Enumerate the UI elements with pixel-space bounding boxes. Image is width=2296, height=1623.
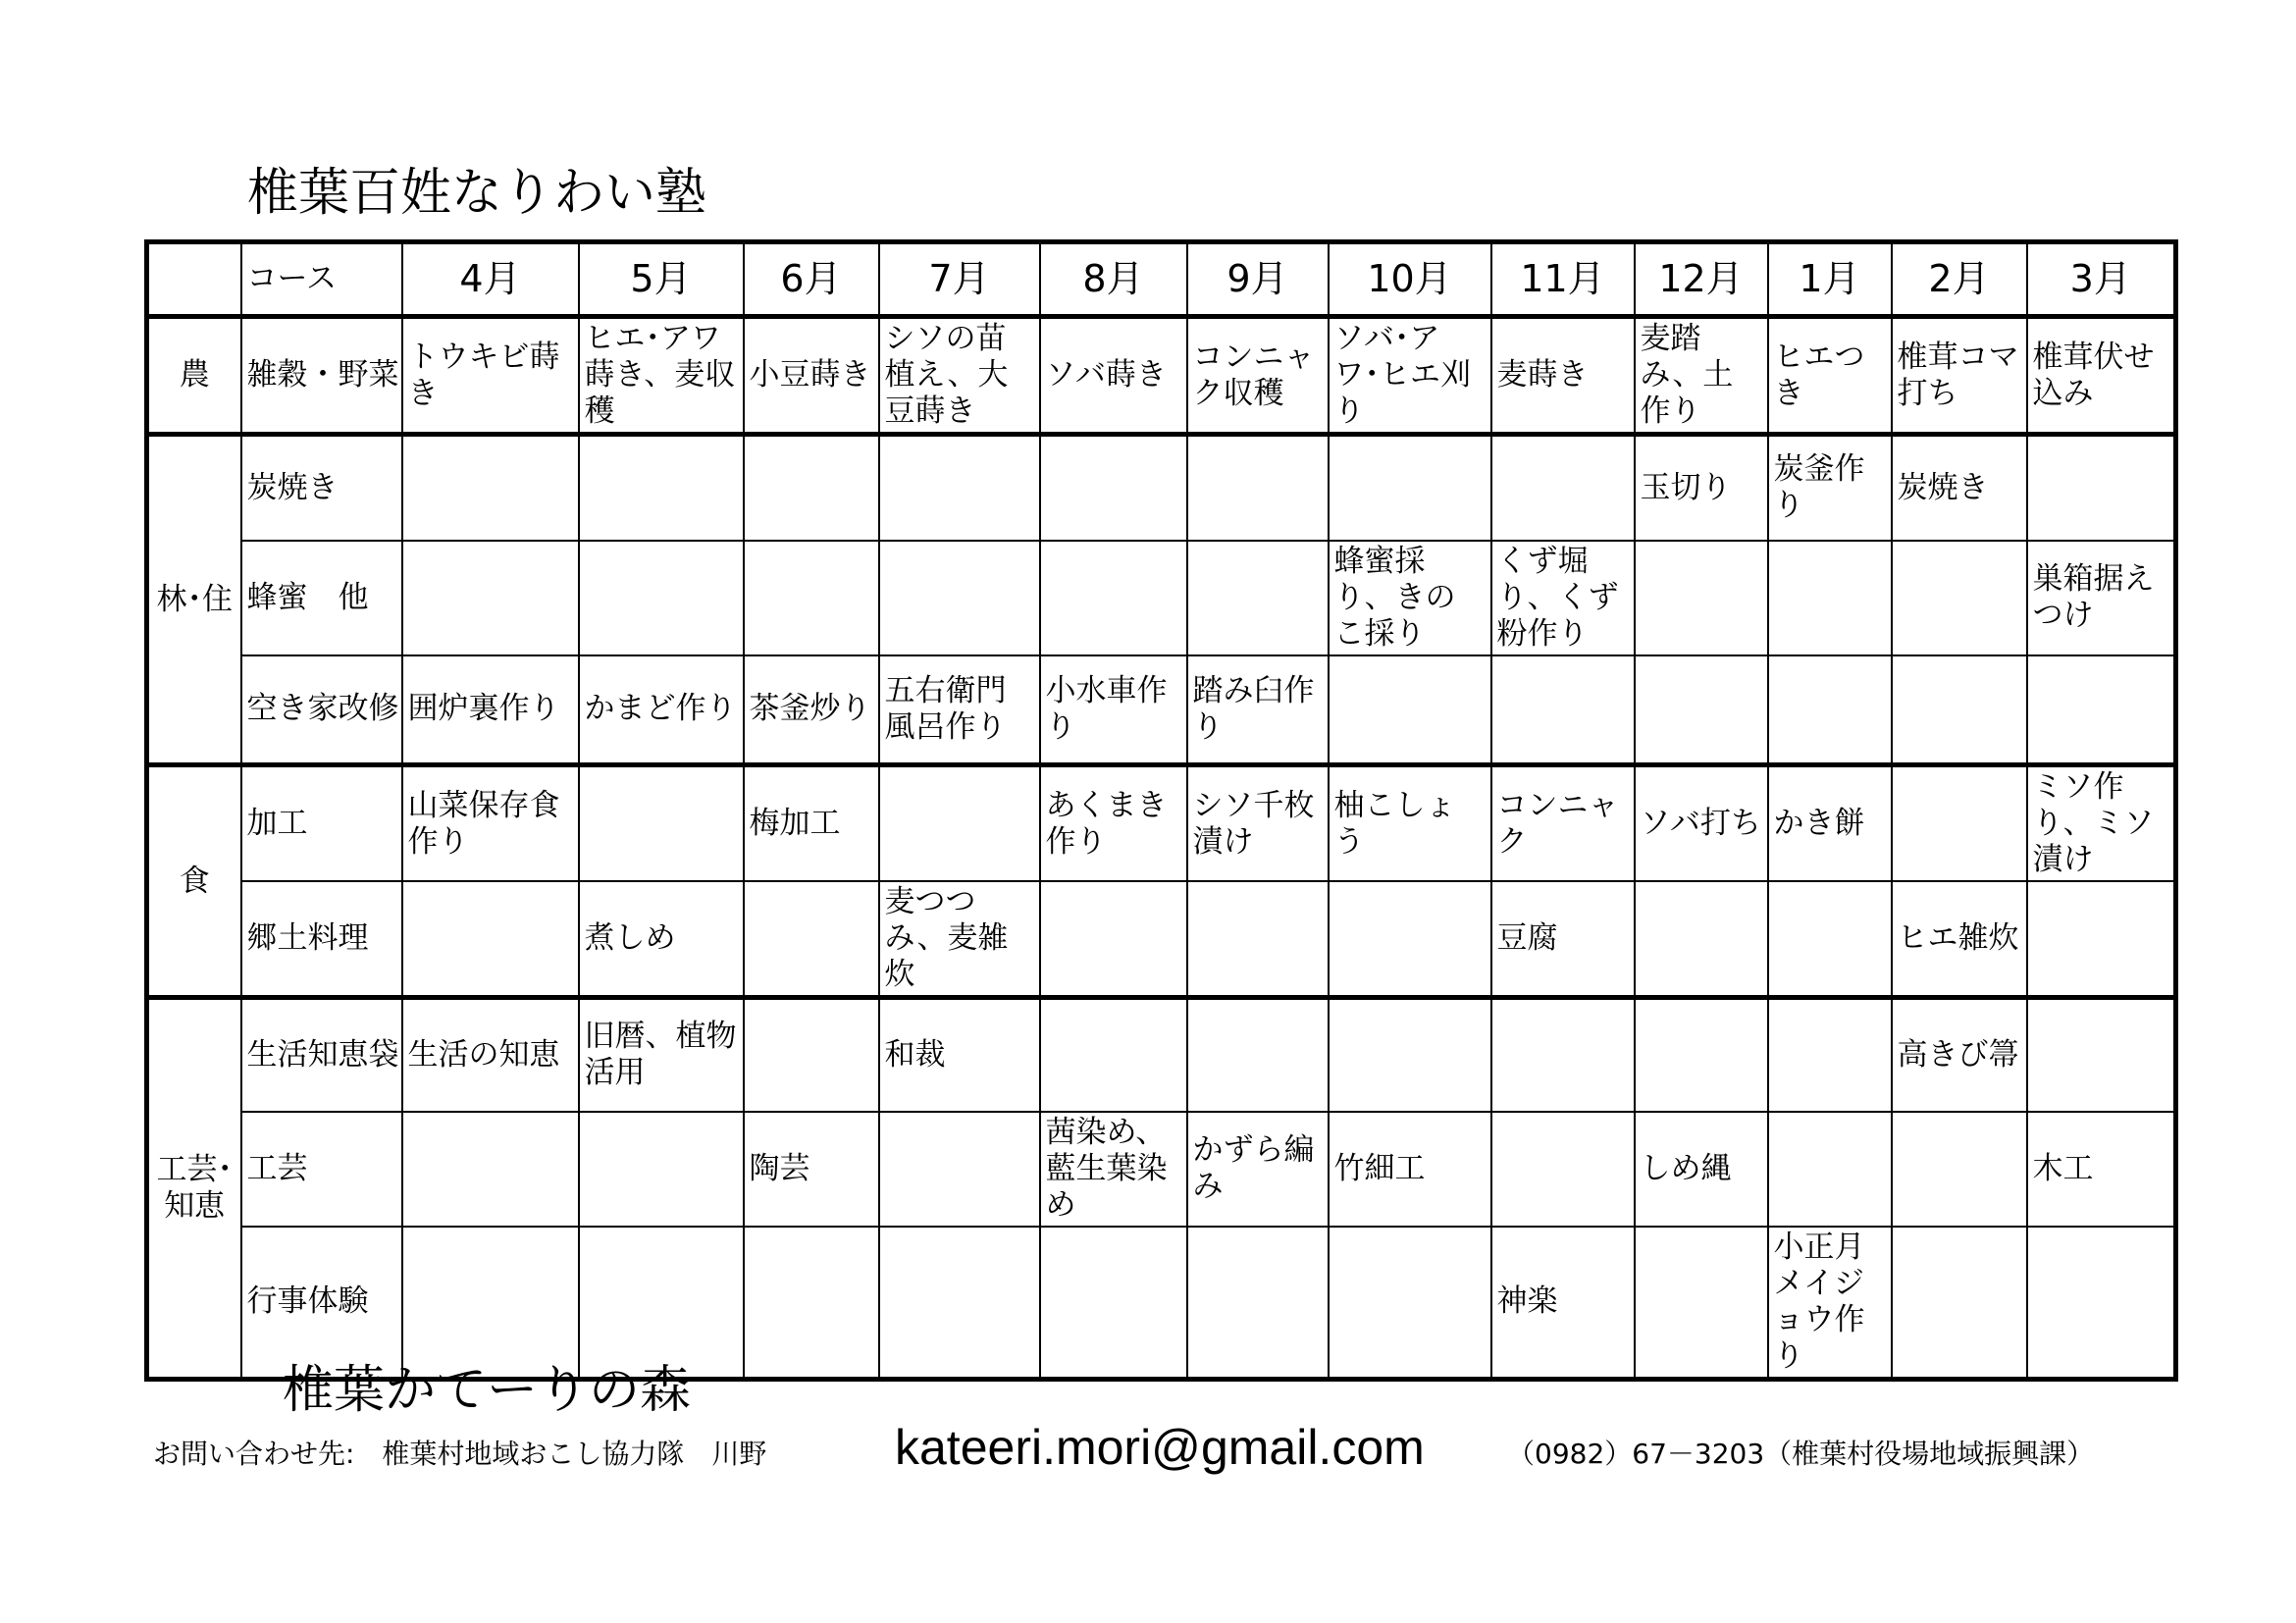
activity-cell: 生活の知恵 [402, 998, 579, 1112]
activity-cell: コンニャク [1491, 765, 1635, 882]
category-cell: 工芸･知恵 [147, 998, 241, 1380]
activity-cell: ソバ打ち [1635, 765, 1768, 882]
activity-cell: 炭焼き [1892, 435, 2027, 541]
month-header: 1月 [1768, 242, 1892, 317]
month-header: 3月 [2027, 242, 2176, 317]
course-header: コース [241, 242, 402, 317]
activity-cell: 麦踏み、土作り [1635, 317, 1768, 435]
activity-cell: 旧暦、植物活用 [579, 998, 744, 1112]
activity-cell: 煮しめ [579, 881, 744, 998]
month-header: 2月 [1892, 242, 2027, 317]
table-row [147, 881, 2176, 998]
activity-cell: ミソ作り、ミソ漬け [2027, 765, 2176, 882]
course-cell: 工芸 [241, 1112, 402, 1227]
activity-cell [1040, 998, 1187, 1112]
activity-cell: ヒエ･アワ蒔き、麦収穫 [579, 317, 744, 435]
activity-cell [402, 541, 579, 655]
activity-cell [1768, 541, 1892, 655]
activity-cell: 椎茸伏せ込み [2027, 317, 2176, 435]
course-cell: 空き家改修 [241, 655, 402, 765]
activity-cell [1491, 435, 1635, 541]
activity-cell [579, 1112, 744, 1227]
course-cell: 郷土料理 [241, 881, 402, 998]
month-header: 12月 [1635, 242, 1768, 317]
activity-cell [1768, 881, 1892, 998]
activity-cell [2027, 998, 2176, 1112]
activity-cell [1329, 1227, 1491, 1380]
activity-cell: 梅加工 [744, 765, 879, 882]
activity-cell [1892, 541, 2027, 655]
activity-cell [2027, 1227, 2176, 1380]
activity-cell: あくまき作り [1040, 765, 1187, 882]
activity-cell: 陶芸 [744, 1112, 879, 1227]
activity-cell [579, 765, 744, 882]
activity-cell [1635, 881, 1768, 998]
activity-cell: かずら編み [1187, 1112, 1329, 1227]
activity-cell: 蜂蜜採り、きのこ採り [1329, 541, 1491, 655]
activity-cell [1329, 998, 1491, 1112]
activity-cell [1892, 655, 2027, 765]
activity-cell: シソの苗植え、大豆蒔き [879, 317, 1040, 435]
table-row [147, 541, 2176, 655]
activity-cell [2027, 655, 2176, 765]
activity-cell: 和裁 [879, 998, 1040, 1112]
activity-cell [1635, 998, 1768, 1112]
activity-cell [579, 541, 744, 655]
activity-cell [879, 1112, 1040, 1227]
course-cell: 炭焼き [241, 435, 402, 541]
activity-cell [1491, 655, 1635, 765]
table-row [147, 998, 2176, 1112]
activity-cell: 麦つつみ、麦雑炊 [879, 881, 1040, 998]
activity-cell: 巣箱据えつけ [2027, 541, 2176, 655]
activity-cell: かまど作り [579, 655, 744, 765]
activity-cell: 踏み臼作り [1187, 655, 1329, 765]
month-header: 5月 [579, 242, 744, 317]
activity-cell: 高きび箒 [1892, 998, 2027, 1112]
activity-cell: 玉切り [1635, 435, 1768, 541]
schedule-table [144, 239, 2178, 1382]
activity-cell [879, 765, 1040, 882]
contact-phone: （0982）67－3203（椎葉村役場地域振興課） [1507, 1438, 2095, 1470]
activity-cell [1635, 541, 1768, 655]
activity-cell [1040, 881, 1187, 998]
course-cell: 雑穀・野菜 [241, 317, 402, 435]
contact-label: お問い合わせ先: 椎葉村地域おこし協力隊 川野 [153, 1438, 767, 1470]
activity-cell: 小豆蒔き [744, 317, 879, 435]
activity-cell [1635, 1227, 1768, 1380]
page-title: 椎葉百姓なりわい塾 [247, 164, 707, 223]
activity-cell [402, 435, 579, 541]
activity-cell: 麦蒔き [1491, 317, 1635, 435]
activity-cell: 茜染め、藍生葉染め [1040, 1112, 1187, 1227]
activity-cell: 柚こしょう [1329, 765, 1491, 882]
activity-cell: 竹細工 [1329, 1112, 1491, 1227]
activity-cell [1187, 435, 1329, 541]
activity-cell [879, 435, 1040, 541]
activity-cell: ヒエつき [1768, 317, 1892, 435]
activity-cell: ソバ蒔き [1040, 317, 1187, 435]
activity-cell [744, 998, 879, 1112]
activity-cell [744, 435, 879, 541]
activity-cell [1329, 881, 1491, 998]
activity-cell [1635, 655, 1768, 765]
course-cell: 行事体験 [241, 1227, 402, 1380]
activity-cell: しめ縄 [1635, 1112, 1768, 1227]
activity-cell [1329, 655, 1491, 765]
header-row [147, 242, 2176, 317]
activity-cell [1768, 998, 1892, 1112]
activity-cell [1187, 1227, 1329, 1380]
activity-cell: シソ千枚漬け [1187, 765, 1329, 882]
category-cell: 食 [147, 765, 241, 998]
activity-cell [744, 1227, 879, 1380]
table-row [147, 317, 2176, 435]
month-header: 6月 [744, 242, 879, 317]
activity-cell [1187, 998, 1329, 1112]
activity-cell [1892, 1112, 2027, 1227]
activity-cell [402, 1112, 579, 1227]
table-row [147, 765, 2176, 882]
month-header: 9月 [1187, 242, 1329, 317]
activity-cell [1892, 765, 2027, 882]
activity-cell: コンニャク収穫 [1187, 317, 1329, 435]
activity-cell: かき餅 [1768, 765, 1892, 882]
activity-cell: ソバ･アワ･ヒエ刈り [1329, 317, 1491, 435]
activity-cell [1768, 655, 1892, 765]
table-row [147, 435, 2176, 541]
activity-cell [744, 541, 879, 655]
month-header: 4月 [402, 242, 579, 317]
activity-cell [1491, 1112, 1635, 1227]
course-cell: 加工 [241, 765, 402, 882]
activity-cell [2027, 881, 2176, 998]
month-header: 11月 [1491, 242, 1635, 317]
activity-cell [1768, 1112, 1892, 1227]
course-cell: 蜂蜜 他 [241, 541, 402, 655]
activity-cell: 山菜保存食作り [402, 765, 579, 882]
activity-cell: 五右衛門風呂作り [879, 655, 1040, 765]
activity-cell [1491, 998, 1635, 1112]
activity-cell [579, 435, 744, 541]
table-row [147, 1112, 2176, 1227]
activity-cell [879, 541, 1040, 655]
activity-cell: 椎茸コマ打ち [1892, 317, 2027, 435]
month-header: 10月 [1329, 242, 1491, 317]
contact-line [153, 1419, 2174, 1478]
category-cell: 林･住 [147, 435, 241, 765]
activity-cell: くず堀り、くず粉作り [1491, 541, 1635, 655]
activity-cell [1040, 435, 1187, 541]
activity-cell [879, 1227, 1040, 1380]
contact-email[interactable]: kateeri.mori@gmail.com [895, 1420, 1425, 1475]
activity-cell [1040, 541, 1187, 655]
table-row [147, 655, 2176, 765]
activity-cell: 小水車作り [1040, 655, 1187, 765]
month-header: 8月 [1040, 242, 1187, 317]
activity-cell: 木工 [2027, 1112, 2176, 1227]
activity-cell [1187, 881, 1329, 998]
activity-cell: 茶釜炒り [744, 655, 879, 765]
activity-cell: 囲炉裏作り [402, 655, 579, 765]
activity-cell: 炭釜作り [1768, 435, 1892, 541]
organization-name: 椎葉かてーりの森 [283, 1361, 692, 1420]
activity-cell: ヒエ雑炊 [1892, 881, 2027, 998]
activity-cell: トウキビ蒔き [402, 317, 579, 435]
activity-cell: 小正月メイジョウ作り [1768, 1227, 1892, 1380]
activity-cell: 豆腐 [1491, 881, 1635, 998]
activity-cell: 神楽 [1491, 1227, 1635, 1380]
activity-cell [1187, 541, 1329, 655]
activity-cell [2027, 435, 2176, 541]
activity-cell [1040, 1227, 1187, 1380]
month-header: 7月 [879, 242, 1040, 317]
activity-cell [402, 881, 579, 998]
activity-cell [1329, 435, 1491, 541]
course-cell: 生活知恵袋 [241, 998, 402, 1112]
activity-cell [1892, 1227, 2027, 1380]
corner-cell [147, 242, 241, 317]
activity-cell [744, 881, 879, 998]
category-cell: 農 [147, 317, 241, 435]
